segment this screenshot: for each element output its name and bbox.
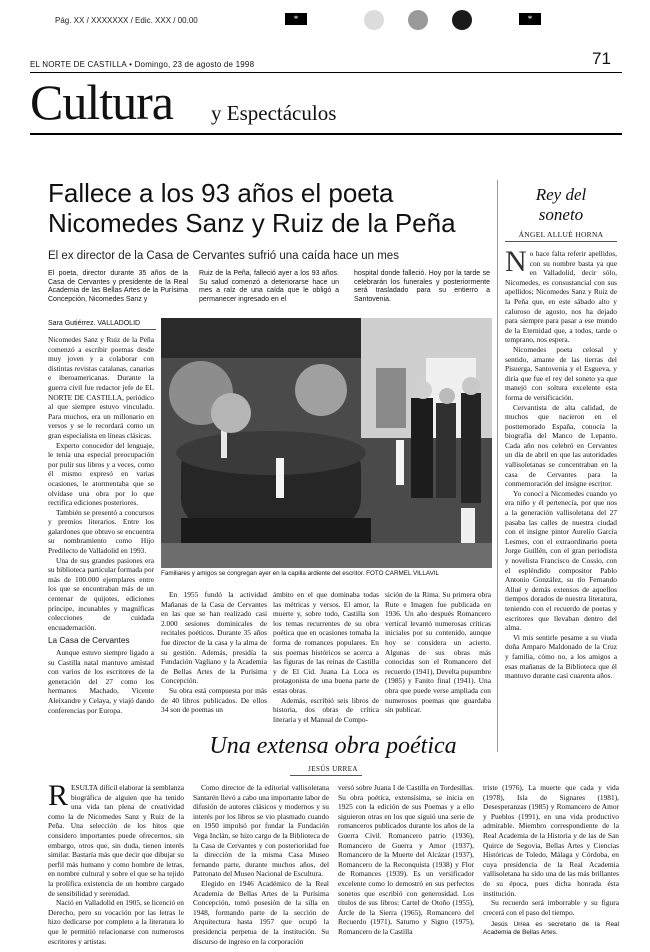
print-mark-circle-medium (408, 10, 428, 30)
main-col1-subhead: La Casa de Cervantes (48, 636, 130, 646)
main-col2-paragraph: En 1955 fundó la actividad Mañanas de la Casa de Cervantes en las que se han realizado casi 2.000 sesiones dominicales de recitales poéticos. Durante 35 años fue director de la casa y la alma de su gestión. Además, presidía la Fundación Vagliano y la Academia de Bellas Artes de la Purísima Concepción. (161, 590, 267, 686)
funeral-photo-illustration (161, 318, 492, 568)
second-col-4 (483, 783, 619, 937)
main-headline-line-2: Nicomedes Sanz y Ruiz de la Peña (48, 208, 456, 238)
sidebar-title-line: Rey del (535, 185, 587, 204)
main-col2-paragraph: Su obra está compuesta por más de 40 libros publicados. De ellos 34 son de poemas un (161, 685, 267, 715)
lead-col-2: Ruiz de la Peña, falleció ayer a los 93 años. Su salud comenzó a deteriorarse hace un mes a raíz de una caída que le obligó a permanecer ingresado en el (199, 270, 339, 303)
folio-rule (30, 72, 622, 73)
print-mark-circle-light (364, 10, 384, 30)
second-col2-paragraph: Como director de la editorial vallisoletana Santarén llevó a cabo una importante labor de difusión de autores clásicos y modernos y su interés por los libros se vio plasmado cuando en 1950 impulsó por fundar la Fundación Vega Inclán, se hizo cargo de la Biblioteca de la Casa de Cervantes y con posterioridad fue la dirección de la misma Casa Museo fernando parte, durante muchos años, del Patronato del Museo Nacional de Escultura. (193, 783, 329, 879)
sidebar-paragraph: Yo conocí a Nicomedes cuando yo era niño y él pertenecía, por que nos a la generación vallisoletana del 27 pasaba las calles de nuestra ciudad con el insigne pintor Aurelio García Lesmes, con el extraordinario poeta Jorge Guillén, con el gran periodista y novelista Francisco de Cossío, con el espléndido compositor Pablo Antonio González, su tío Fernando Allué y demás extensos de aquellos tiempos dorados de nuestra literatura, teniendo con el recuerdo de poetas y escritores que llevaban dentro del alma. (505, 488, 617, 633)
second-article-title: Una extensa obra poética (209, 733, 457, 759)
section-title: Cultura (30, 74, 173, 130)
sidebar-paragraph: Cervantista de alta calidad, de muchos que nacieron en el posttemorado España, conocía la biografía del Manco de Lepanto. Cada año nos celebró en Cervantes un día de abril en que las autoridades vallisoletanas se concentraban en la casa de Cervantes para la conmemoración del insigne escritor. (505, 402, 617, 489)
page-number: 71 (592, 49, 611, 68)
second-col2-paragraph: Elegido en 1946 Académico de la Real Academia de Bellas Artes de la Purísima Concepción, tomó posesión de la silla en 1948, formando parte de la sección de Arquitectura hasta 1957 que ocupó la presidencia perpetua de la institución. Su discurso de ingreso en la corporación (193, 878, 329, 946)
main-col1-paragraph: También se presentó a concursos y premios literarios. Entre los galardones que obtuvo se encuentra su nombramiento como Hijo Predilecto de Valladolid en 1993. (48, 507, 154, 556)
print-slug: Pág. XX / XXXXXXX / Edic. XXX / 00.00 (55, 16, 198, 25)
byline-rule (48, 329, 156, 330)
sidebar-paragraph: Vi mis sentirle pesame a su viuda doña Amparo Maldonado de la Cruz y familia, cómo no, a los amigos a esas mañanas de la Biblioteca que él mantuvo durante casi cuarenta años. (505, 632, 617, 681)
second-col-1 (48, 779, 184, 946)
print-mark-square-left (285, 13, 307, 25)
sidebar-paragraph-text: o hace falta referir apellidos, con su nombre basta ya que en Valladolid, decir sólo, Nicomedes, es consustancial con sus apellidos; Nicomedes Sanz y Ruiz de la Peña que, en este sábado alto y caluroso de agosto, nos ha dejado para siempre para pasar a ese mundo de la Eternidad que, a todos, tarde o temprano, nos espera. (505, 249, 617, 345)
second-col-2 (193, 783, 329, 946)
photo-caption: Familiares y amigos se congregan ayer en la capilla ardiente del escritor. FOTO CARMEL VILLAVIL (161, 570, 440, 577)
sidebar-author-rule (505, 241, 617, 242)
second-col4-paragraph: Su recuerdo será imborrable y su figura crecerá con el paso del tiempo. (483, 898, 619, 917)
main-col3-paragraph: ámbito en el que dominaba todas las métricas y versos. El amor, la muerte y, sobre todo, Castilla son los temas recurrentes de su obra poética que en ocasiones tomaba la forma de romances populares. En sus poemas históricos se acerca a las figuras de las reinas de Castilla y de El Cid. Juana La Loca es protagonista de una buena parte de estas obras. (273, 590, 379, 695)
main-headline-line-1: Fallece a los 93 años el poeta (48, 178, 394, 208)
sidebar-title (505, 185, 617, 225)
folio-date: Domingo, 23 de agosto de 1998 (134, 60, 255, 69)
main-col1-paragraph: Nicomedes Sanz y Ruiz de la Peña comenzó a escribir poemas desde muy joven y a colaborar con distintas revistas catalanas, canarias e iberoamericanas. Durante la guerra civil fue redactor jefe de EL NORTE DE CASTILLA, periódico al que siempre estuvo vinculado. Para muchos, era un millonario en versos y se le recordará como un gran especialista en líneas clásicas. (48, 335, 154, 440)
print-mark-circle-dark (452, 10, 472, 30)
folio-line: EL NORTE DE CASTILLA • Domingo, 23 de agosto de 1998 (30, 60, 255, 69)
lead-col-3: hospital donde falleció. Hoy por la tarde se celebrarán los funerales y posteriormente será trasladado para su entierro a Santovenia. (354, 270, 490, 303)
main-col-3 (273, 590, 379, 724)
second-col1-paragraph: Nació en Valladolid en 1905, se licenció en Derecho, pero su vocación por las letras le hizo dedicarse por completo a la literatura lo que le permitió relacionarse con numerosos escritores y artistas. (48, 898, 184, 946)
main-col-1 (48, 335, 154, 715)
main-col1-paragraph: Una de sus grandes pasiones era su biblioteca particular formada por más de 100.000 ejemplares entre los que se encontraban más de un centenar de quijotes, ediciones príncipe, incunables y magníficas colecciones de cuidada encuadernación. (48, 555, 154, 632)
main-byline: Sara Gutiérrez. VALLADOLID (48, 320, 141, 327)
second-dropcap: R (48, 779, 69, 812)
main-col3-paragraph: Además, escribió seis libros de historia, dos obras de crítica literaria y el Manual de Compo- (273, 695, 379, 724)
print-mark-glyph: * (527, 14, 533, 24)
sidebar-title-line: soneto (538, 205, 584, 224)
sidebar-paragraph (505, 245, 617, 345)
main-col-2 (161, 590, 267, 715)
sidebar-paragraph: Nicomedes poeta celosal y sentido, amante de las tierras del Pisuerga, Santovenia y el Esgueva, y diría que fue el rey del soneto ya que manejó con soltura excelente esta forma de versificación. (505, 344, 617, 402)
main-col-4 (385, 590, 491, 715)
second-article-author: JESÚS URREA (308, 765, 358, 773)
second-author-rule (290, 775, 362, 776)
main-col1-paragraph: Aunque estuvo siempre ligado a su Castilla natal mantuvo amistad con varios de los escritores de la generación del 27 como los hermanos Machado, Vicente Aleixandre y Celaya, y viajó dando conferencias por Europa. (48, 648, 154, 715)
folio-paper: EL NORTE DE CASTILLA (30, 60, 127, 69)
second-col1-paragraph (48, 779, 184, 898)
second-col4-paragraph: triste (1976), La muerte que cada y vida (1978), Isla de Signares (1981), Desesperanzas (1985) y Romancero de Amor y Pueblos (1991), en una vida productivo admirable. Miembro correspondiente de la Real Academia de la Historia y de las de San Quirce de Segovia, Bellas Artes y Ciencias Históricas de Toledo, Málaga y Córdoba, en cuya presidencia de la Real Academia vallisoletana ha sido una de las más brillantes de su época, pues dicha honrada ésta institución. (483, 783, 619, 898)
lead-col-1: El poeta, director durante 35 años de la Casa de Cervantes y presidente de la Real Academia de las Bellas Artes de la Purísima Concepción, Nicomedes Sanz y (48, 270, 188, 303)
print-mark-glyph: * (293, 14, 299, 24)
funeral-photo (161, 318, 492, 568)
section-subtitle: y Espectáculos (211, 101, 337, 125)
main-deck: El ex director de la Casa de Cervantes sufrió una caída hace un mes (48, 250, 399, 262)
sidebar-dropcap: N (505, 245, 527, 278)
second-col-3 (338, 783, 474, 937)
section-rule (30, 133, 622, 135)
second-col4-note: Jesús Urrea es secretario de la Real Academia de Bellas Artes. (483, 921, 619, 937)
main-col4-paragraph: sición de la Rima. Su primera obra Rute e Imagen fue publicada en 1936. Un año después Romancero vertical levantó numerosas críticas iniciales por su contenido, aunque hoy se considera un acierto. Algunas de sus obras más conocidas son el Romancero del recuerdo (1941), Develta pupumbre (1985) y Fanito final (1941). Una obra que puede verse ampliada con numerosos poemas que guardaba sin publicar. (385, 590, 491, 715)
print-mark-square-right (519, 13, 541, 25)
sidebar-divider (497, 180, 498, 752)
sidebar-author: ÁNGEL ALLUÉ HORNA (518, 230, 604, 239)
second-col3-paragraph: versó sobre Juana I de Castilla en Tordesillas. Su obra poética, extensísima, se inicia en 1925 con la edición de sus Poemas y a ello siguieron otras en los que siguió una serie de romanceros publicados durante los años de la Guerra Civil. Romancero patrio (1936), Romancero de Guerra y Amor (1937), Romancero de la Muerte del Alcázar (1937), Romancero de la Reconquista (1938) y Flor de Romances (1939). Es un versificador excelente como lo demostró en sus perfectos sonetos que escribió con generosidad. Los títulos de sus libros: Cartel de Otoño (1955), Árcle de la Sierra (1965), Romancero del Recuerdo (1971), Saturno y Signo (1975), Romancero de la Castilla (338, 783, 474, 936)
sidebar-body (505, 245, 617, 681)
second-col1-text: ESULTA difícil elaborar la semblanza biográfica de alguien que ha tenido una vida tan plena de creatividad como la de Nicomedes Sanz y Ruiz de la Peña. Una selección de los hitos que considero importantes puede ofrecernos, sin embargo, otros que, sin duda, tienen interés similar. Bastaría más que decir que dibujar su perfil más humano y como hombre de letras, en nombre cultural y sobre el que se ha tejido la prolífica existencia de un hombre cargado de sensibilidad y serenidad. (48, 783, 184, 898)
main-col1-paragraph: Experto conocedor del lenguaje, le tenía una especial preocupación por pulir sus libros y a veces, como él mismo expresó en varias ocasiones, le atormentaba que se olvidase una obra por lo que rectifica ediciones posteriores. (48, 440, 154, 508)
